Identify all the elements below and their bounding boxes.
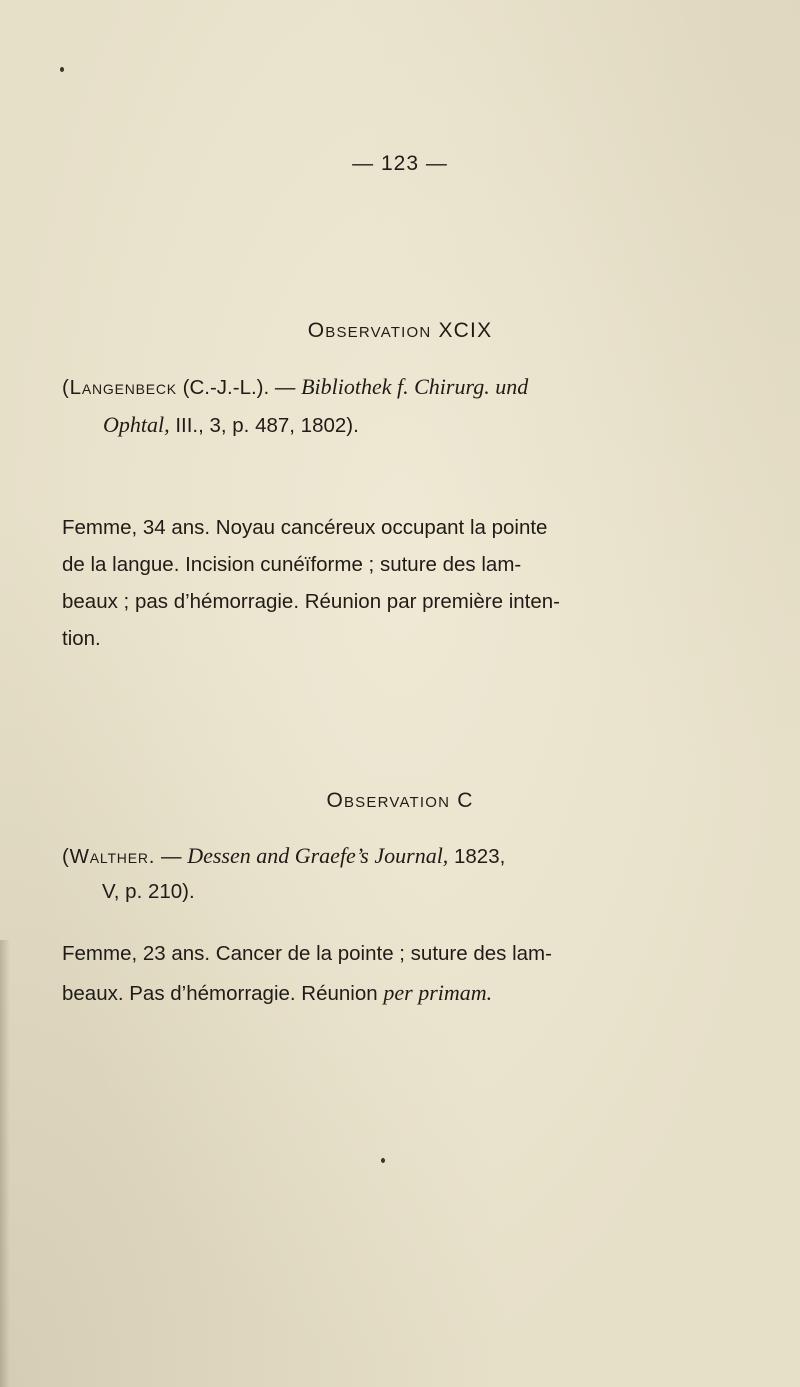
body-text-segment: beaux. Pas d’hémorragie. Réunion — [62, 982, 384, 1005]
body-text-line: Femme, 23 ans. Cancer de la pointe ; suture des lam- — [62, 942, 552, 965]
citation-initials: (C.-J.-L.). — — [176, 376, 302, 399]
citation-line — [103, 414, 359, 437]
citation-title: Dessen and Graefe’s Journal, — [187, 843, 449, 868]
ink-speck — [381, 1158, 385, 1163]
citation-line: V, p. 210). — [102, 880, 195, 903]
body-text-line: tion. — [62, 627, 101, 650]
citation-author: (Langenbeck — [62, 376, 177, 399]
body-text-line — [62, 982, 492, 1005]
body-text-italic: per primam. — [383, 980, 493, 1005]
citation-year: 1823, — [448, 845, 506, 868]
body-text-line: Femme, 34 ans. Noyau cancéreux occupant la pointe — [62, 516, 548, 539]
ink-speck — [60, 67, 64, 72]
citation-line — [62, 376, 528, 399]
page-number: — 123 — — [352, 152, 448, 175]
citation-dash: — — [155, 845, 188, 868]
body-text-line: beaux ; pas d’hémorragie. Réunion par première inten- — [62, 590, 560, 613]
page-edge-shadow — [0, 940, 10, 1387]
observation-heading: Observation XCIX — [307, 319, 493, 342]
citation-reference: III., 3, p. 487, 1802). — [169, 414, 359, 437]
citation-line — [62, 845, 505, 868]
observation-heading: Observation C — [326, 789, 474, 812]
citation-author: (Walther. — [62, 845, 156, 868]
body-text-line: de la langue. Incision cunéïforme ; suture des lam- — [62, 553, 522, 576]
citation-title: Ophtal, — [103, 412, 170, 437]
citation-title: Bibliothek f. Chirurg. und — [301, 374, 529, 399]
